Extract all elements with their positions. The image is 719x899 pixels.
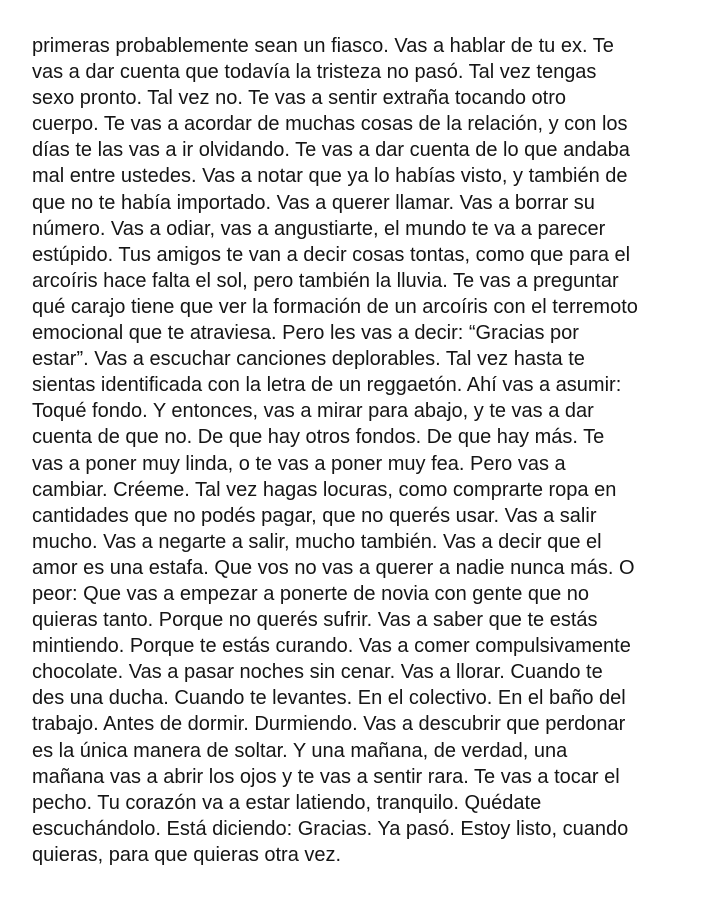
text-line: qué carajo tiene que ver la formación de un arcoíris con el terremoto	[32, 295, 638, 318]
text-line: chocolate. Vas a pasar noches sin cenar. Vas a llorar. Cuando te	[32, 661, 603, 684]
text-line: estúpido. Tus amigos te van a decir cosas tontas, como que para el	[32, 243, 631, 266]
text-line: es la única manera de soltar. Y una mañana, de verdad, una	[32, 739, 568, 762]
text-line: emocional que te atraviesa. Pero les vas a decir: “Gracias por	[32, 322, 579, 345]
text-line: amor es una estafa. Que vos no vas a querer a nadie nunca más. O	[32, 556, 635, 579]
text-line: cuenta de que no. De que hay otros fondos. De que hay más. Te	[32, 426, 605, 449]
text-line: pecho. Tu corazón va a estar latiendo, tranquilo. Quédate	[32, 791, 542, 814]
text-line: arcoíris hace falta el sol, pero también la lluvia. Te vas a preguntar	[32, 269, 619, 292]
text-line: que no te había importado. Vas a querer llamar. Vas a borrar su	[32, 191, 595, 214]
text-line: escuchándolo. Está diciendo: Gracias. Ya pasó. Estoy listo, cuando	[32, 817, 629, 840]
text-line: estar”. Vas a escuchar canciones deplorables. Tal vez hasta te	[32, 348, 585, 371]
text-line: sientas identificada con la letra de un reggaetón. Ahí vas a asumir:	[32, 374, 622, 397]
text-line: sexo pronto. Tal vez no. Te vas a sentir extraña tocando otro	[32, 87, 567, 110]
text-line: quieras, para que quieras otra vez.	[32, 843, 342, 866]
text-line: vas a dar cuenta que todavía la tristeza no pasó. Tal vez tengas	[32, 61, 597, 84]
text-line: cuerpo. Te vas a acordar de muchas cosas de la relación, y con los	[32, 113, 628, 136]
text-line: des una ducha. Cuando te levantes. En el colectivo. En el baño del	[32, 687, 626, 710]
text-line: primeras probablemente sean un fiasco. Vas a hablar de tu ex. Te	[32, 35, 614, 57]
text-line: mintiendo. Porque te estás curando. Vas a comer compulsivamente	[32, 635, 631, 658]
text-line: días te las vas a ir olvidando. Te vas a dar cuenta de lo que andaba	[32, 139, 630, 162]
text-line: mal entre ustedes. Vas a notar que ya lo habías visto, y también de	[32, 165, 628, 188]
body-text	[32, 33, 712, 868]
text-line: número. Vas a odiar, vas a angustiarte, el mundo te va a parecer	[32, 217, 606, 240]
text-line: trabajo. Antes de dormir. Durmiendo. Vas a descubrir que perdonar	[32, 713, 626, 736]
text-line: cambiar. Créeme. Tal vez hagas locuras, como comprarte ropa en	[32, 478, 617, 501]
text-line: mañana vas a abrir los ojos y te vas a sentir rara. Te vas a tocar el	[32, 765, 620, 788]
text-line: vas a poner muy linda, o te vas a poner muy fea. Pero vas a	[32, 452, 566, 475]
text-line: quieras tanto. Porque no querés sufrir. Vas a saber que te estás	[32, 609, 598, 632]
text-line: cantidades que no podés pagar, que no querés usar. Vas a salir	[32, 504, 597, 527]
text-line: peor: Que vas a empezar a ponerte de novia con gente que no	[32, 582, 590, 605]
text-line: Toqué fondo. Y entonces, vas a mirar para abajo, y te vas a dar	[32, 400, 594, 423]
text-line: mucho. Vas a negarte a salir, mucho también. Vas a decir que el	[32, 530, 602, 553]
